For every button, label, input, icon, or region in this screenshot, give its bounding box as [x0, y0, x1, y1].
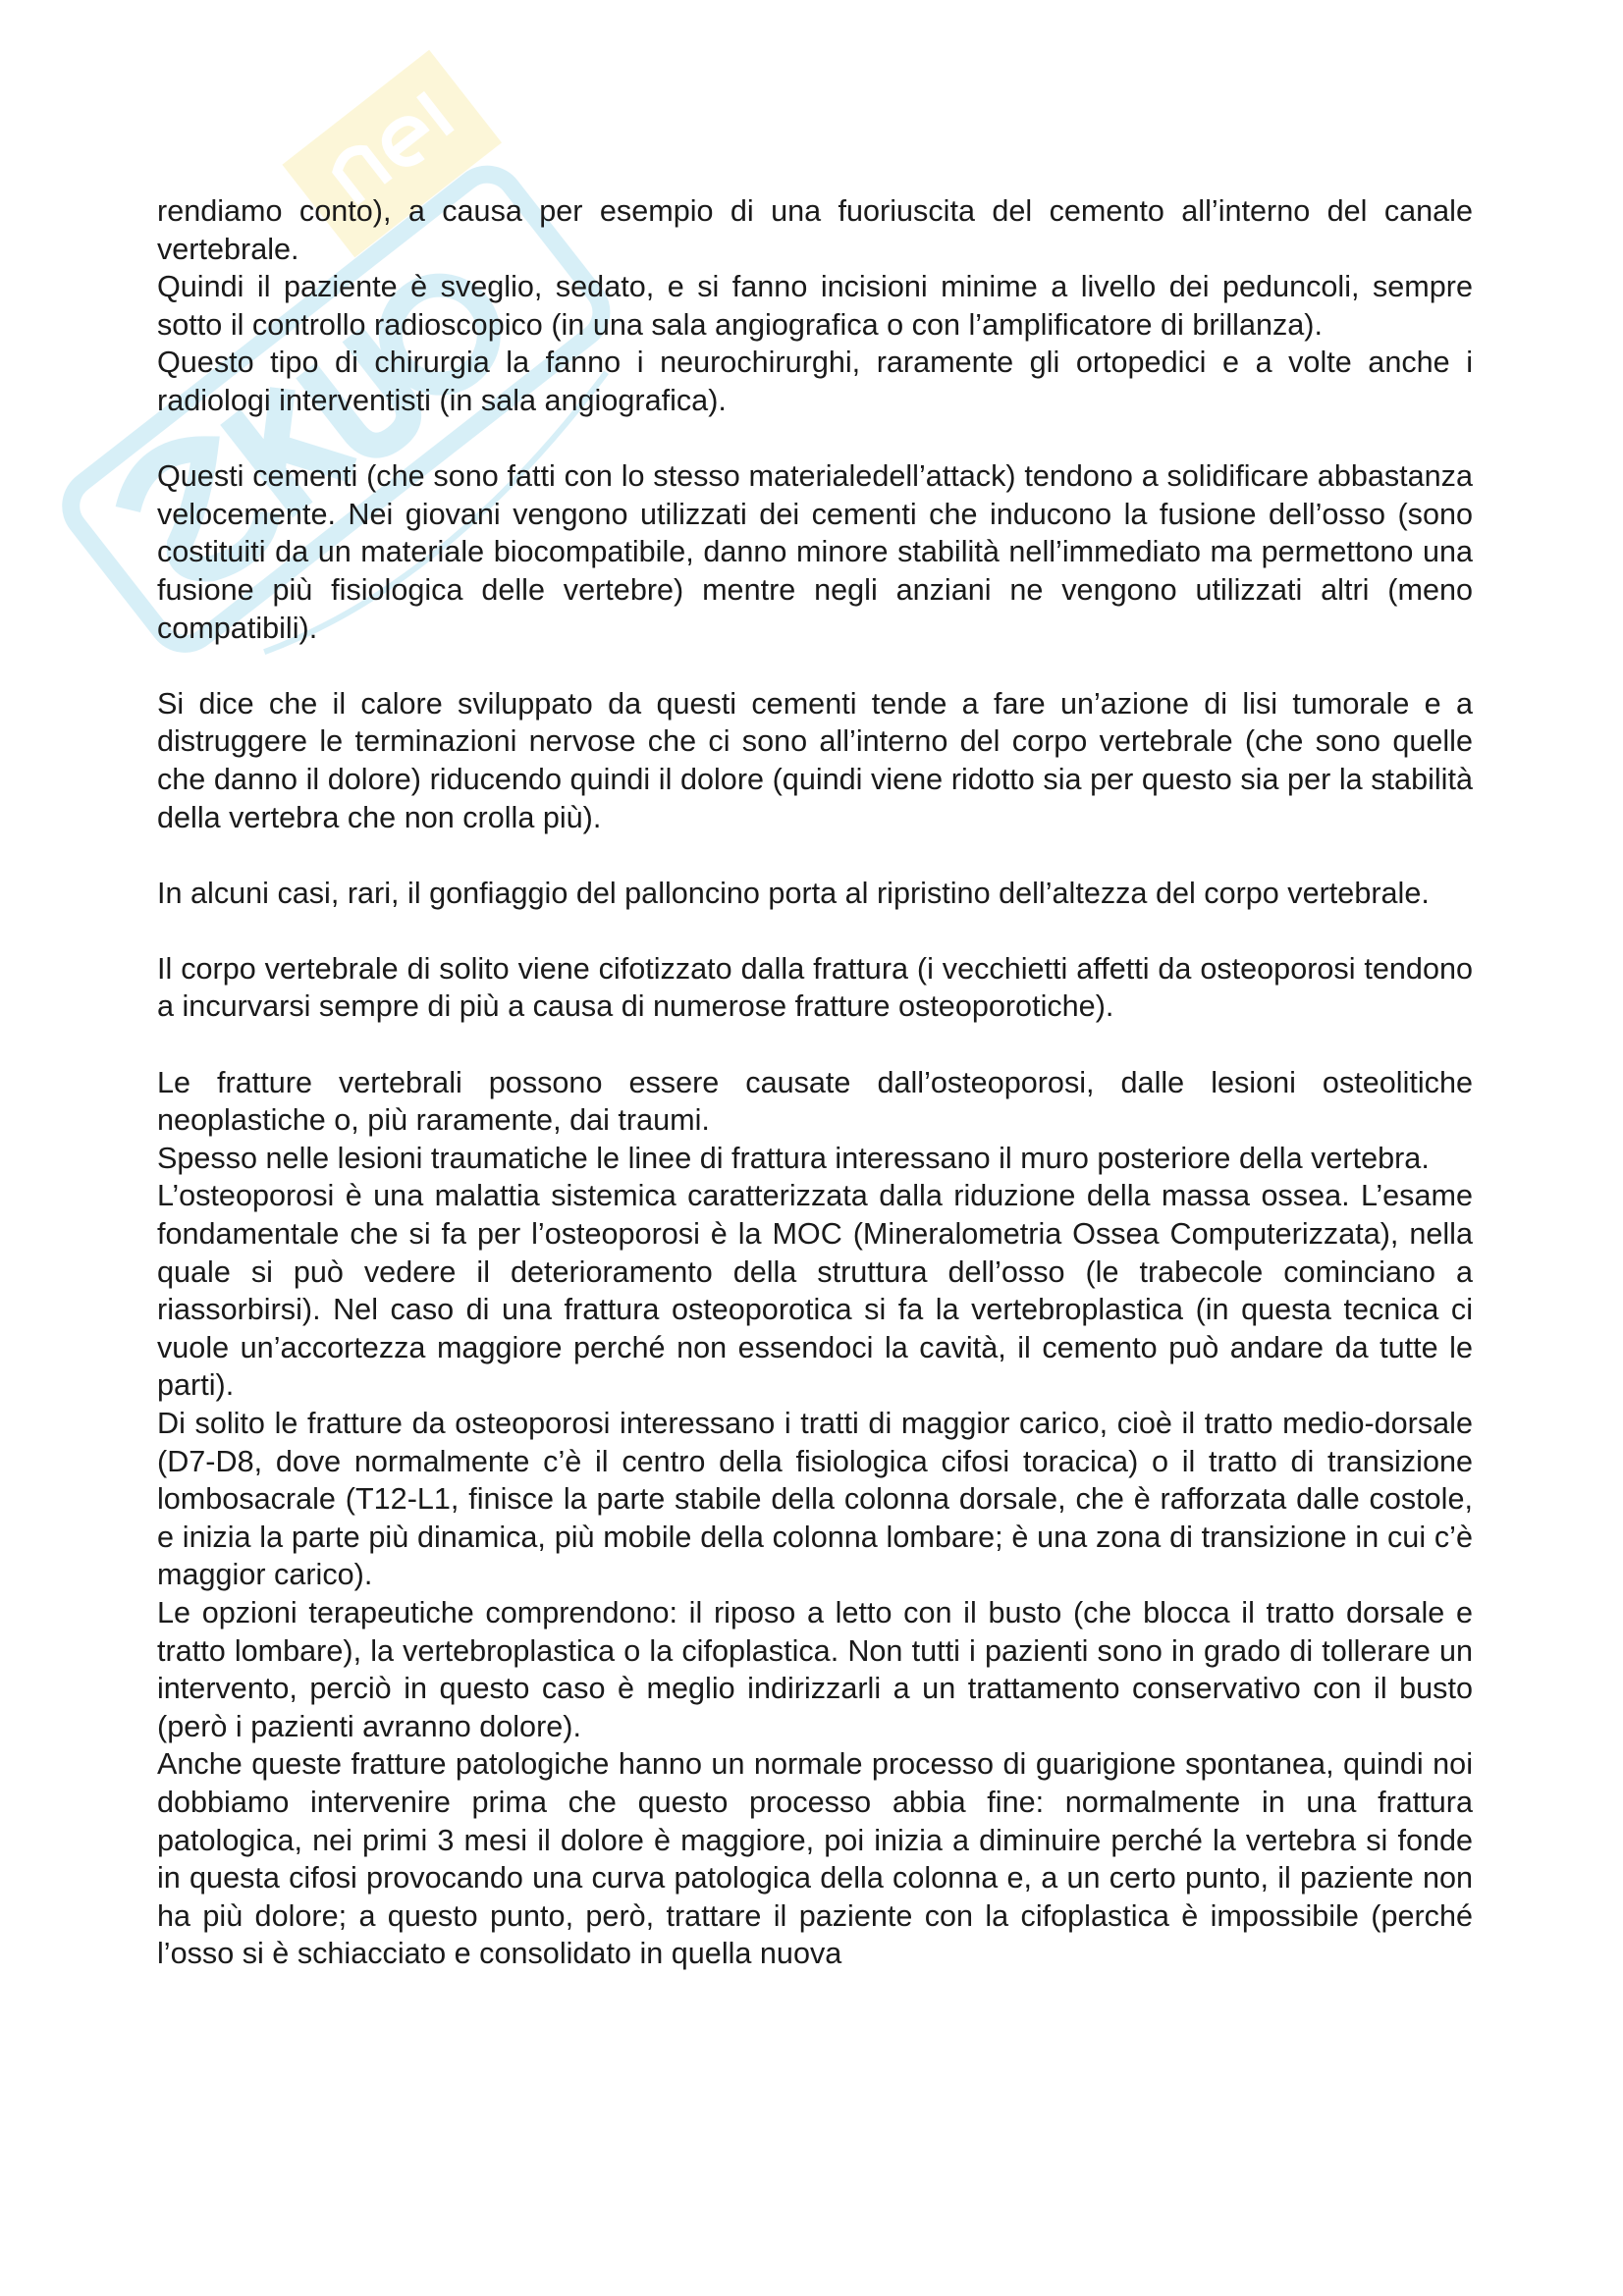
paragraph: Anche queste fratture patologiche hanno un normale processo di guarigione spontanea, quindi noi dobbiamo intervenire prima che questo processo abbia fine: normalmente in una frattura patologica, nei primi 3 mesi il dolore è maggiore, poi inizia a diminuire perché la vertebra si fonde in questa cifosi provocando una curva patologica della colonna e, a un certo punto, il paziente non ha più dolore; a questo punto, però, trattare il paziente con la cifoplastica è impossibile (perché l’osso si è schiacciato e consolidato in quella nuova [157, 1747, 1473, 1971]
paragraph: Si dice che il calore sviluppato da questi cementi tende a fare un’azione di lisi tumorale e a distruggere le terminazioni nervose che ci sono all’interno del corpo vertebrale (che sono quelle che danno il dolore) riducendo quindi il dolore (quindi viene ridotto sia per questo sia per la stabilità della vertebra che non crolla più). [157, 686, 1473, 834]
watermark-net-text [331, 94, 450, 202]
paragraph: rendiamo conto), a causa per esempio di una fuoriuscita del cemento all’interno del canale vertebrale. [157, 194, 1473, 266]
paragraph: L’osteoporosi è una malattia sistemica caratterizzata dalla riduzione della massa ossea. L’esame fondamentale che si fa per l’osteoporosi è la MOC (Mineralometria Ossea Computerizzata), nella quale si può vedere il deterioramento della struttura dell’osso (le trabecole cominciano a riassorbirsi). Nel caso di una frattura osteoporotica si fa la vertebroplastica (in questa tecnica ci vuole un’accortezza maggiore perché non essendoci la cavità, il cemento può andare da tutte le parti). [157, 1179, 1473, 1403]
paragraph: Spesso nelle lesioni traumatiche le linee di frattura interessano il muro posteriore della vertebra. [157, 1141, 1430, 1175]
paragraph: Di solito le fratture da osteoporosi interessano i tratti di maggior carico, cioè il tratto medio-dorsale (D7-D8, dove normalmente c’è il centro della fisiologica cifosi toracica) o il tratto di transizione lombosacrale (T12-L1, finisce la parte stabile della colonna dorsale, che è rafforzata dalle costole, e inizia la parte più dinamica, più mobile della colonna lombare; è una zona di transizione in cui c’è maggior carico). [157, 1407, 1473, 1592]
paragraph-spacer [157, 647, 1473, 685]
paragraph: Questi cementi (che sono fatti con lo stesso materialedell’attack) tendono a solidificare abbastanza velocemente. Nei giovani vengono utilizzati dei cementi che inducono la fusione dell’osso (sono costituiti da un materiale biocompatibile, danno minore stabilità nell’immediato ma permettono una fusione più fisiologica delle vertebre) mentre negli anziani ne vengono utilizzati altri (meno compatibili). [157, 459, 1473, 645]
paragraph: Le fratture vertebrali possono essere causate dall’osteoporosi, dalle lesioni osteolitiche neoplastiche o, più raramente, dai traumi. [157, 1065, 1473, 1138]
document-body [157, 192, 1473, 1973]
paragraph: Il corpo vertebrale di solito viene cifotizzato dalla frattura (i vecchietti affetti da osteoporosi tendono a incurvarsi sempre di più a causa di numerose fratture osteoporotiche). [157, 951, 1473, 1024]
paragraph-spacer [157, 836, 1473, 875]
paragraph: In alcuni casi, rari, il gonfiaggio del palloncino porta al ripristino dell’altezza del corpo vertebrale. [157, 876, 1430, 910]
paragraph: Questo tipo di chirurgia la fanno i neurochirurghi, raramente gli ortopedici e a volte anche i radiologi interventisti (in sala angiografica). [157, 346, 1473, 417]
paragraph-spacer [157, 1026, 1473, 1064]
paragraph-spacer [157, 420, 1473, 458]
paragraph: Quindi il paziente è sveglio, sedato, e si fanno incisioni minime a livello dei peduncoli, sempre sotto il controllo radioscopico (in una sala angiografica o con l’amplificatore di brillanza). [157, 270, 1473, 342]
paragraph: Le opzioni terapeutiche comprendono: il riposo a letto con il busto (che blocca il tratto dorsale e tratto lombare), la vertebroplastica o la cifoplastica. Non tutti i pazienti sono in grado di tollerare un intervento, perciò in questo caso è meglio indirizzarli a un trattamento conservativo con il busto (però i pazienti avranno dolore). [157, 1595, 1473, 1743]
paragraph-spacer [157, 912, 1473, 950]
